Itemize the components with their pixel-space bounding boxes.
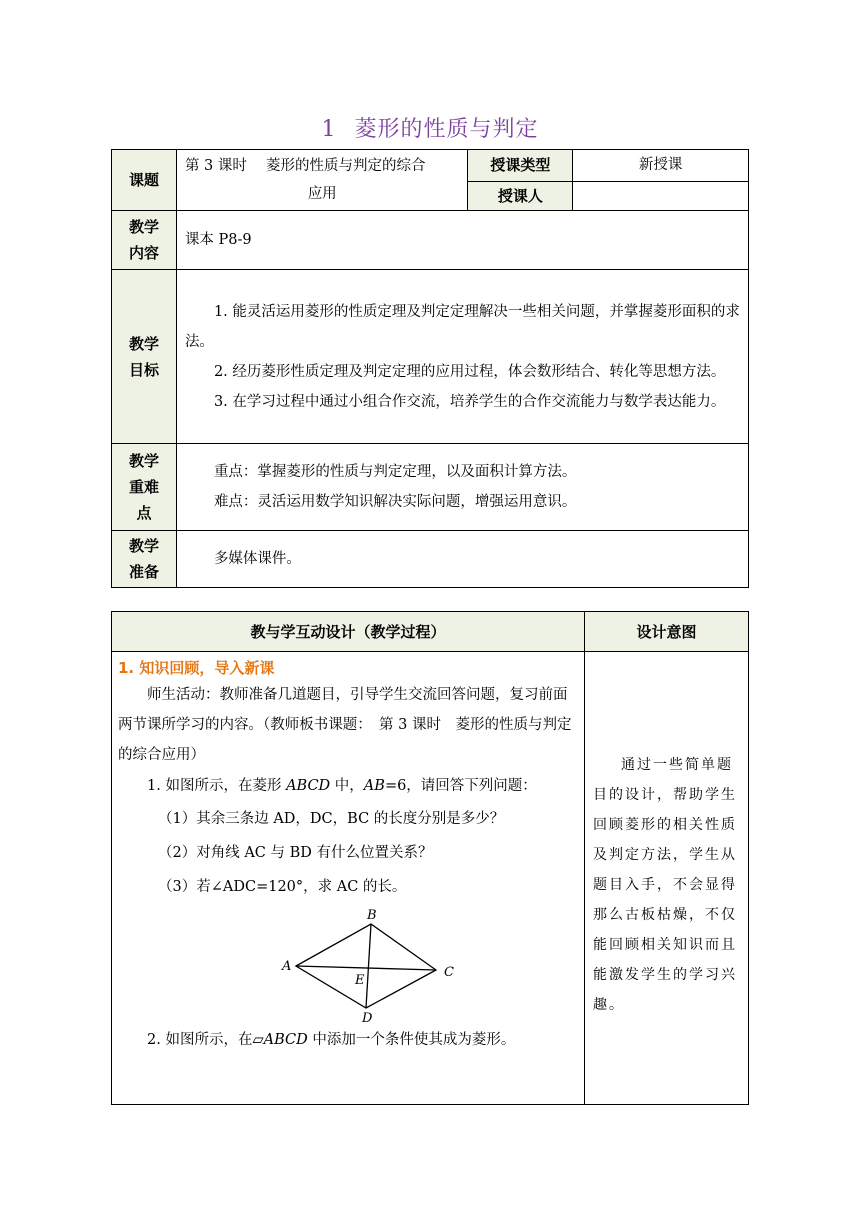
q1-mid: 中， [330, 778, 364, 794]
prep-value: 多媒体课件。 [176, 531, 748, 588]
goals-cell [176, 270, 748, 444]
process-content [112, 652, 585, 1105]
label-d: D [362, 1011, 373, 1022]
label-b: B [367, 908, 377, 923]
question-2 [118, 1022, 578, 1058]
sub-question-3: （3）若∠ADC=120°，求 AC 的长。 [158, 879, 407, 895]
q1-prefix: 1. 如图所示，在菱形 [147, 778, 287, 794]
goal-item: 3. 在学习过程中通过小组合作交流，培养学生的合作交流能力与数学表达能力。 [213, 393, 726, 410]
topic-value-line2: 应用 [307, 186, 337, 202]
teacher-value [573, 181, 749, 210]
topic-label: 课题 [112, 150, 177, 211]
label-c: C [444, 965, 454, 980]
label-e: E [355, 973, 365, 988]
question-1 [118, 770, 578, 802]
topic-value-line1: 第 3 课时 菱形的性质与判定的综合 [184, 158, 426, 174]
process-col-header: 教与学互动设计（教学过程） [112, 612, 585, 652]
lesson-info-table [111, 149, 749, 588]
intro-text: 师生活动：教师准备几道题目，引导学生交流回答问题，复习前面两节课所学习的内容。（教师板书课题： 第 3 课时 菱形的性质与判定的综合应用） [118, 687, 572, 763]
q2-rest: 中添加一个条件使其成为菱形。 [307, 1032, 516, 1048]
sub-question-2: （2）对角线 AC 与 BD 有什么位置关系？ [158, 845, 433, 861]
sub-question-1: （1）其余三条边 AD，DC，BC 的长度分别是多少？ [158, 811, 505, 827]
title-number: 1 [321, 117, 337, 142]
q2-abcd: ABCD [263, 1032, 308, 1048]
diagonal-ac [296, 966, 436, 970]
goal-item: 1. 能灵活运用菱形的性质定理及判定定理解决一些相关问题，并掌握菱形面积的求法。 [184, 303, 740, 350]
type-value: 新授课 [573, 150, 749, 182]
intent-col-header: 设计意图 [585, 612, 749, 652]
goals-label: 教学目标 [112, 270, 177, 444]
title-text: 菱形的性质与判定 [354, 117, 539, 142]
goal-item: 2. 经历菱形性质定理及判定定理的应用过程，体会数形结合、转化等思想方法。 [213, 363, 726, 380]
section-title: 1. 知识回顾，导入新课 [118, 659, 275, 677]
teacher-label: 授课人 [468, 181, 573, 210]
topic-value [176, 150, 468, 211]
q1-rest: =6，请回答下列问题： [384, 778, 537, 794]
rhombus-figure [118, 904, 578, 1022]
type-label: 授课类型 [468, 150, 573, 182]
keypoints-label: 教学重难点 [112, 444, 177, 531]
content-value: 课本 P8-9 [176, 211, 748, 270]
key-point: 重点：掌握菱形的性质与判定定理，以及面积计算方法。 [213, 464, 577, 480]
design-intent-cell [585, 652, 749, 1105]
label-a: A [282, 959, 292, 974]
document-title [0, 112, 860, 143]
difficult-point: 难点：灵活运用数学知识解决实际问题，增强运用意识。 [213, 494, 577, 510]
teaching-process-table [111, 611, 749, 1105]
design-intent-text: 通过一些简单题目的设计，帮助学生回顾菱形的相关性质及判定方法，学生从题目入手，不会显得那么古板枯燥，不仅能回顾相关知识而且能激发学生的学习兴趣。 [593, 757, 737, 1013]
content-label: 教学内容 [112, 211, 177, 270]
q1-abcd: ABCD [286, 778, 331, 794]
diagonal-bd [366, 924, 371, 1008]
q1-ab: AB [363, 778, 385, 794]
keypoints-cell [176, 444, 748, 531]
prep-label: 教学准备 [112, 531, 177, 588]
q2-prefix: 2. 如图所示，在▱ [147, 1032, 264, 1048]
